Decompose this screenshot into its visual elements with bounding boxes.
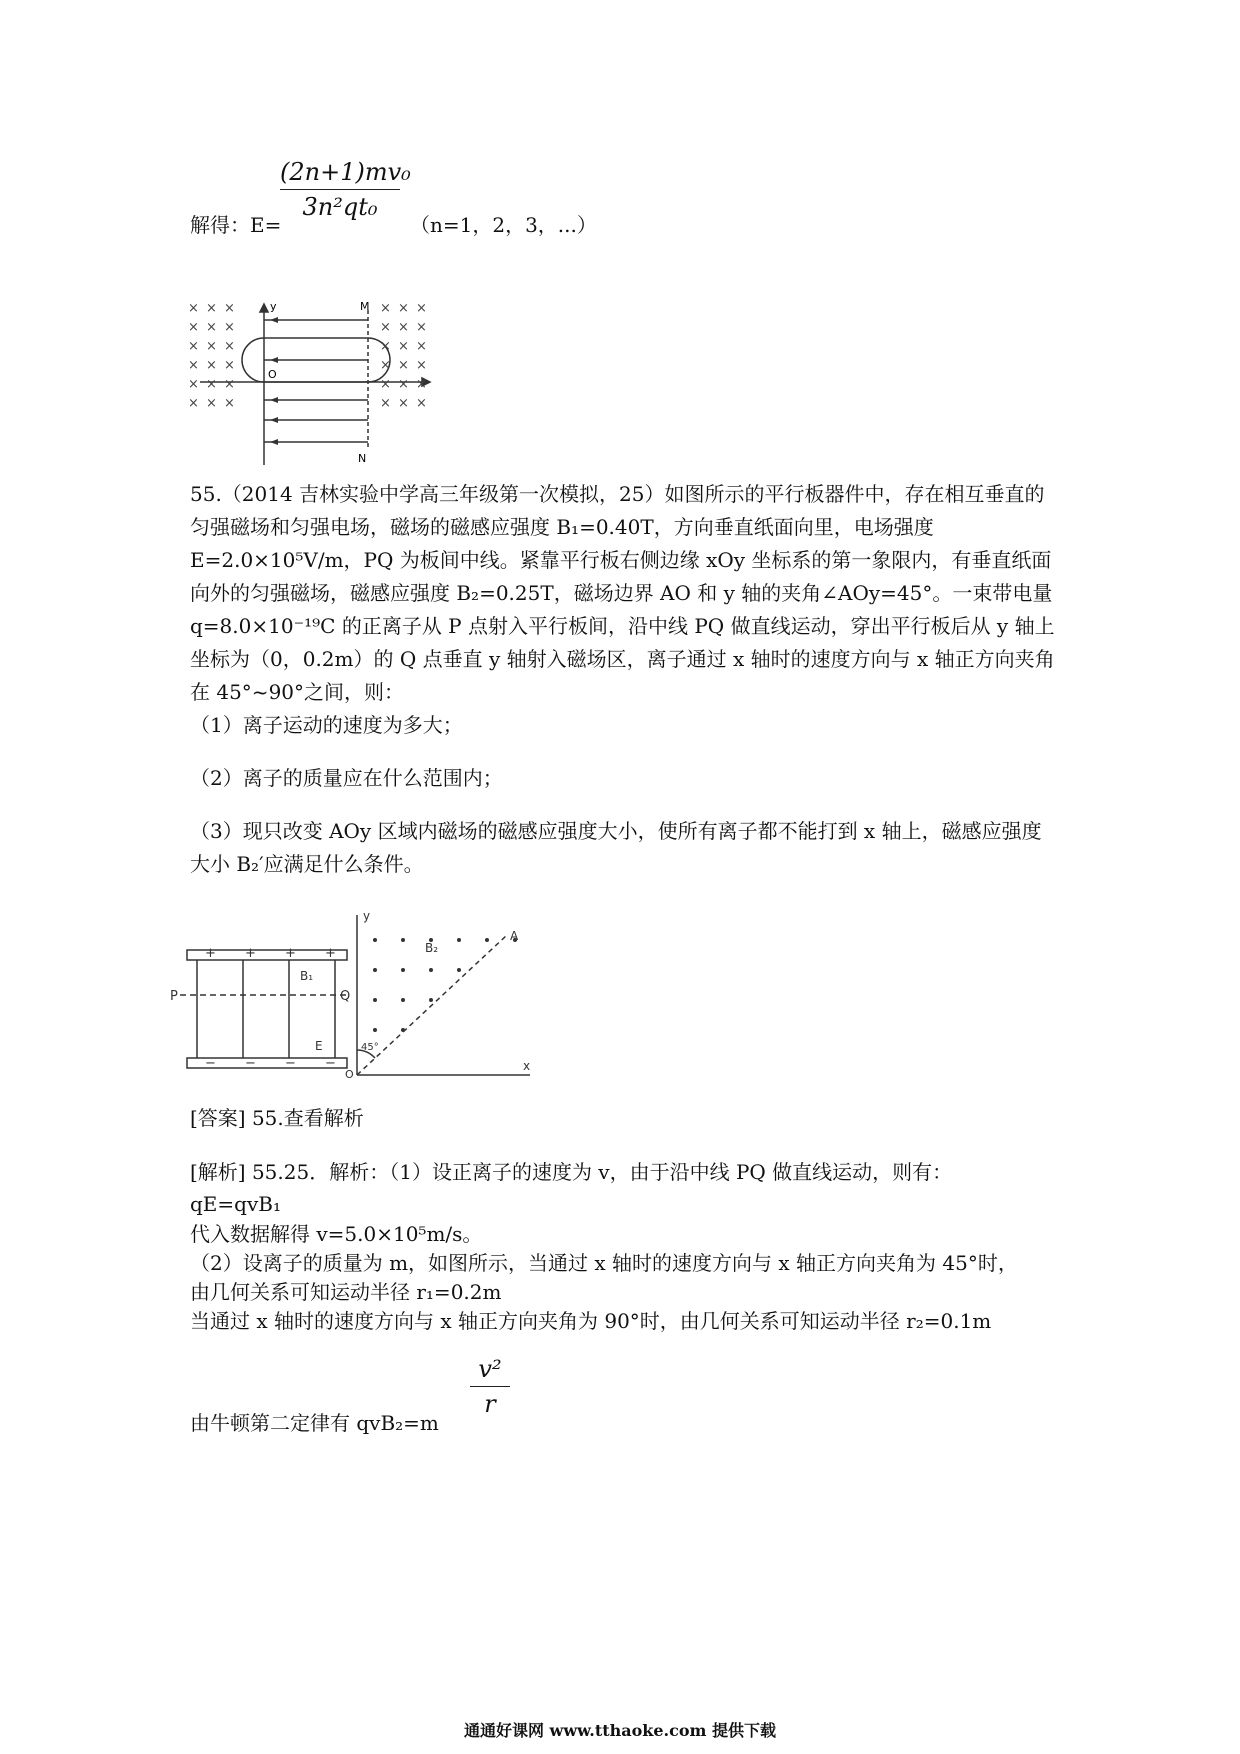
- fig2-label-e: E: [315, 1039, 323, 1053]
- plate-plus-1: +: [205, 946, 216, 961]
- field-cross-mark: ×: [206, 377, 217, 392]
- field-cross-mark: ×: [206, 396, 217, 411]
- problem-statement: 55.（2014 吉林实验中学高三年级第一次模拟，25）如图所示的平行板器件中，存在相互垂直的匀强磁场和匀强电场，磁场的磁感应强度 B₁=0.40T，方向垂直纸面向里，电场强度 E=2.0×10⁵V/m，PQ 为板间中线。紧靠平行板右侧边缘 xOy 坐标系的第一象限内，有垂直纸面向外的匀强磁场，磁感应强度 B₂=0.25T，磁场边界 AO 和 y 轴的夹角∠AOy=45°。一束带电量 q=8.0×10⁻¹⁹C 的正离子从 P 点射入平行板间，沿中线 PQ 做直线运动，穿出平行板后从 y 轴上坐标为（0，0.2m）的 Q 点垂直 y 轴射入磁场区，离子通过 x 轴时的速度方向与 x 轴正方向夹角在 45°~90°之间，则：: [190, 482, 1055, 704]
- field-cross-mark: ×: [416, 320, 427, 335]
- fig1-label-y: y: [270, 300, 277, 313]
- field-cross-mark: ×: [398, 320, 409, 335]
- eq-top-fraction: [280, 158, 411, 221]
- fig2-label-q: Q: [340, 989, 351, 1004]
- field-cross-mark: ×: [416, 339, 427, 354]
- field-cross-mark: ×: [416, 396, 427, 411]
- fig2-label-y: y: [363, 909, 371, 923]
- field-cross-mark: ×: [188, 358, 199, 373]
- field-dot-mark: [429, 968, 433, 972]
- plate-minus-3: −: [285, 1056, 296, 1071]
- fig1-label-n: N: [358, 452, 367, 465]
- fig2-label-x: x: [523, 1059, 531, 1073]
- field-dot-mark: [373, 968, 377, 972]
- field-cross-mark: ×: [188, 320, 199, 335]
- field-cross-mark: ×: [188, 301, 199, 316]
- analysis-line-3: 代入数据解得 v=5.0×10⁵m/s。: [190, 1222, 483, 1246]
- answer-line: [答案] 55.查看解析: [190, 1106, 364, 1130]
- newton-fraction: [470, 1355, 510, 1418]
- fig1-label-m: M: [360, 300, 370, 313]
- page-footer: 通通好课网 www.tthaoke.com 提供下载: [463, 1721, 777, 1740]
- field-cross-mark: ×: [224, 320, 235, 335]
- fig2-label-angle: 45°: [361, 1042, 379, 1053]
- field-cross-mark: ×: [416, 301, 427, 316]
- field-cross-mark: ×: [224, 377, 235, 392]
- eq-top-condition: （n=1，2，3，...）: [410, 213, 597, 237]
- eq-top-denominator: 3n²qt₀: [302, 193, 378, 221]
- field-cross-mark: ×: [224, 301, 235, 316]
- question-1: （1）离子运动的速度为多大；: [190, 713, 463, 737]
- newton-denominator: r: [484, 1390, 496, 1418]
- field-cross-mark: ×: [380, 320, 391, 335]
- field-cross-mark: ×: [416, 358, 427, 373]
- field-cross-mark: ×: [206, 358, 217, 373]
- field-cross-mark: ×: [224, 339, 235, 354]
- field-dot-mark: [429, 998, 433, 1002]
- field-cross-mark: ×: [188, 396, 199, 411]
- plate-plus-3: +: [285, 946, 296, 961]
- field-dot-mark: [373, 938, 377, 942]
- field-cross-mark: ×: [380, 301, 391, 316]
- field-dot-mark: [485, 938, 489, 942]
- field-cross-mark: ×: [206, 320, 217, 335]
- analysis-line-1: [解析] 55.25．解析：（1）设正离子的速度为 v，由于沿中线 PQ 做直线运动，则有：: [190, 1160, 953, 1184]
- field-cross-mark: ×: [416, 377, 427, 392]
- eq-top-numerator: (2n+1)mv₀: [280, 158, 411, 186]
- field-dot-mark: [401, 968, 405, 972]
- figure-parallel-plates: [170, 909, 545, 1081]
- field-dot-mark: [401, 938, 405, 942]
- field-cross-mark: ×: [224, 358, 235, 373]
- plate-minus-2: −: [245, 1056, 256, 1071]
- figure-stadium-orbit: [188, 300, 440, 470]
- plate-minus-4: −: [325, 1056, 336, 1071]
- field-cross-mark: ×: [398, 377, 409, 392]
- field-dot-mark: [401, 998, 405, 1002]
- field-cross-mark: ×: [206, 301, 217, 316]
- field-cross-mark: ×: [206, 339, 217, 354]
- field-cross-mark: ×: [224, 396, 235, 411]
- plate-plus-4: +: [325, 946, 336, 961]
- field-dot-mark: [457, 968, 461, 972]
- fig2-label-b2: B₂: [425, 941, 439, 955]
- field-cross-mark: ×: [380, 377, 391, 392]
- field-cross-mark: ×: [398, 396, 409, 411]
- analysis-line-7: 由牛顿第二定律有 qvB₂=m: [190, 1411, 439, 1435]
- plate-plus-2: +: [245, 946, 256, 961]
- eq-top-prefix: 解得：E=: [190, 213, 282, 237]
- question-2: （2）离子的质量应在什么范围内；: [190, 766, 503, 790]
- field-cross-mark: ×: [380, 339, 391, 354]
- fraction-bar: [280, 189, 400, 190]
- field-cross-mark: ×: [188, 339, 199, 354]
- field-cross-mark: ×: [380, 396, 391, 411]
- field-cross-mark: ×: [380, 358, 391, 373]
- field-dot-mark: [373, 1028, 377, 1032]
- analysis-line-2: qE=qvB₁: [190, 1192, 281, 1216]
- field-cross-mark: ×: [188, 377, 199, 392]
- field-dot-mark: [373, 998, 377, 1002]
- newton-numerator: v²: [478, 1355, 502, 1383]
- fig2-label-p: P: [170, 989, 178, 1004]
- plate-minus-1: −: [205, 1056, 216, 1071]
- field-dot-mark: [401, 1028, 405, 1032]
- field-cross-mark: ×: [398, 339, 409, 354]
- field-cross-mark: ×: [398, 358, 409, 373]
- analysis-line-4: （2）设离子的质量为 m，如图所示，当通过 x 轴时的速度方向与 x 轴正方向夹角为 45°时，: [190, 1251, 1018, 1275]
- field-dot-mark: [457, 938, 461, 942]
- fig1-label-o: O: [268, 368, 277, 381]
- fig2-label-b1: B₁: [300, 969, 314, 983]
- question-3: （3）现只改变 AOy 区域内磁场的磁感应强度大小，使所有离子都不能打到 x 轴上，磁感应强度大小 B₂′应满足什么条件。: [190, 819, 1042, 876]
- analysis-line-6: 当通过 x 轴时的速度方向与 x 轴正方向夹角为 90°时，由几何关系可知运动半径 r₂=0.1m: [190, 1309, 992, 1333]
- field-cross-mark: ×: [398, 301, 409, 316]
- analysis-line-5: 由几何关系可知运动半径 r₁=0.2m: [190, 1280, 502, 1304]
- fig2-label-o: O: [345, 1068, 354, 1081]
- fraction-bar: [470, 1386, 510, 1387]
- fig2-label-a: A: [510, 929, 519, 943]
